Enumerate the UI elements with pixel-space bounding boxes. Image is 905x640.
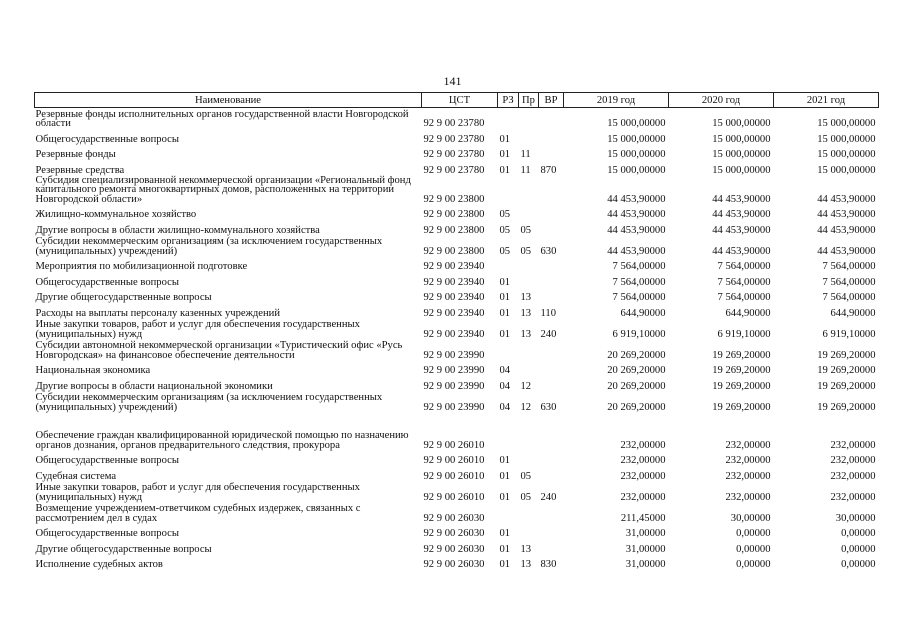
table-row [35,523,879,539]
row-value-2019: 7 564,00000 [612,261,666,272]
row-vr [539,466,564,482]
row-value-2019: 44 453,90000 [607,245,666,257]
table-row [35,339,879,360]
row-pr [519,129,539,145]
table-row [35,360,879,376]
table-row [35,318,879,339]
row-rz: 01 [499,164,511,176]
row-rz: 01 [499,543,511,555]
row-vr [539,360,564,376]
row-pr: 12 [520,380,532,392]
table-row [35,502,879,523]
row-rz: 05 [499,245,511,257]
row-value-2021: 0,00000 [841,543,876,555]
row-cst: 92 9 00 23800 [423,224,485,236]
row-cst: 92 9 00 23780 [423,164,485,176]
row-value-2021: 44 453,90000 [817,193,876,205]
row-vr [539,144,564,160]
row-value-2020: 0,00000 [736,528,771,539]
row-name: Резервные средства [35,164,125,176]
row-value-2020: 44 453,90000 [712,193,771,205]
row-value-2019: 232,00000 [620,470,666,482]
row-value-2019: 644,90000 [620,307,666,319]
row-name: Общегосударственные вопросы [35,528,179,539]
row-pr [519,360,539,376]
row-value-2020: 19 269,20000 [712,365,771,376]
row-rz [498,339,519,360]
header-pr: Пр [519,93,539,108]
row-value-2019: 31,00000 [625,559,666,570]
row-rz: 05 [499,209,511,220]
row-value-2020: 7 564,00000 [717,292,771,303]
row-pr: 13 [520,543,532,555]
row-value-2019: 44 453,90000 [607,209,666,220]
row-value-2021: 15 000,00000 [817,149,876,160]
row-value-2021: 15 000,00000 [817,164,876,176]
table-row [35,412,879,450]
header-2020: 2020 год [669,93,774,108]
table-row [35,376,879,392]
table-row [35,450,879,466]
row-name: Субсидии некоммерческим организациям (за исключением государственных (муниципальных) учреждений) [35,392,383,413]
header-vr: ВР [539,93,564,108]
row-value-2019: 232,00000 [620,455,666,466]
row-pr [519,502,539,523]
row-rz [498,502,519,523]
row-pr [519,523,539,539]
row-value-2021: 44 453,90000 [817,209,876,220]
row-vr [539,539,564,555]
row-cst: 92 9 00 26030 [423,512,485,524]
row-value-2020: 7 564,00000 [717,261,771,272]
row-value-2021: 19 269,20000 [817,401,876,413]
row-value-2020: 232,00000 [725,455,771,466]
row-value-2021: 30,00000 [835,512,876,524]
row-vr [539,220,564,236]
row-cst: 92 9 00 26030 [423,543,485,555]
row-rz: 04 [499,380,511,392]
row-value-2021: 7 564,00000 [822,292,876,303]
row-rz [498,175,519,204]
table-row [35,160,879,176]
row-value-2021: 0,00000 [841,528,876,539]
row-value-2020: 644,90000 [725,307,771,319]
page-number: 141 [443,74,462,88]
table-row [35,303,879,319]
row-cst: 92 9 00 23780 [423,133,485,145]
row-vr [539,287,564,303]
row-pr: 13 [520,307,532,319]
row-value-2019: 15 000,00000 [607,149,666,160]
row-vr: 830 [540,559,557,570]
row-vr [539,339,564,360]
row-value-2021: 7 564,00000 [822,261,876,272]
row-rz: 04 [499,401,511,413]
row-rz [498,108,519,129]
row-cst: 92 9 00 26030 [423,528,485,539]
row-value-2019: 31,00000 [625,528,666,539]
row-cst: 92 9 00 23780 [423,149,485,160]
table-row [35,220,879,236]
row-value-2019: 44 453,90000 [607,193,666,205]
row-value-2020: 6 919,10000 [717,328,771,340]
row-rz: 01 [499,528,511,539]
table-row [35,256,879,272]
row-value-2021: 44 453,90000 [817,245,876,257]
row-name: Возмещение учреждением-ответчиком судебных издержек, связанных с рассмотрением дел в судах [35,503,361,524]
row-name: Судебная система [35,470,117,482]
row-value-2019: 20 269,20000 [607,401,666,413]
row-pr [519,256,539,272]
row-name: Иные закупки товаров, работ и услуг для обеспечения государственных (муниципальных) нужд [35,319,360,340]
row-rz: 01 [499,328,511,340]
row-value-2021: 232,00000 [830,455,876,466]
row-value-2021: 0,00000 [841,559,876,570]
row-pr: 05 [520,491,532,503]
row-pr [519,412,539,450]
row-value-2020: 0,00000 [736,543,771,555]
row-name: Субсидии автономной некоммерческой организации «Туристический офис «Русь Новгородская» на финансовое обеспечение деятельности [35,340,403,361]
row-vr [539,204,564,220]
row-rz: 01 [499,455,511,466]
table-row [35,144,879,160]
row-vr [539,450,564,466]
row-value-2020: 19 269,20000 [712,401,771,413]
row-rz: 01 [499,559,511,570]
row-name: Другие общегосударственные вопросы [35,292,212,303]
row-name: Субсидия специализированной некоммерческой организации «Региональный фонд капитального ремонта многоквартирных домов, расположенных на территории Новгородской области» [35,174,411,205]
row-value-2019: 211,45000 [620,512,666,524]
row-vr [539,129,564,145]
row-value-2020: 7 564,00000 [717,276,771,288]
row-value-2021: 19 269,20000 [817,380,876,392]
row-cst: 92 9 00 23940 [423,261,485,272]
row-pr [519,108,539,129]
header-2021: 2021 год [774,93,879,108]
row-cst: 92 9 00 23940 [423,307,485,319]
table-header-row [35,93,879,108]
row-value-2019: 44 453,90000 [607,224,666,236]
table-row [35,287,879,303]
row-vr: 110 [540,307,556,319]
row-value-2019: 20 269,20000 [607,365,666,376]
row-cst: 92 9 00 23800 [423,209,485,220]
row-pr [519,339,539,360]
table-row [35,175,879,204]
row-value-2020: 232,00000 [725,439,771,451]
row-value-2020: 232,00000 [725,491,771,503]
row-pr: 05 [520,224,532,236]
row-cst: 92 9 00 26010 [423,491,485,503]
row-name: Национальная экономика [35,365,151,376]
row-cst: 92 9 00 26010 [423,439,485,451]
row-value-2021: 7 564,00000 [822,276,876,288]
row-value-2021: 232,00000 [830,470,876,482]
row-name: Мероприятия по мобилизационной подготовке [35,261,248,272]
row-value-2020: 44 453,90000 [712,224,771,236]
row-value-2019: 31,00000 [625,543,666,555]
row-value-2019: 15 000,00000 [607,118,666,129]
row-rz: 01 [499,491,511,503]
row-pr: 05 [520,470,532,482]
row-pr: 13 [520,292,532,303]
row-value-2020: 15 000,00000 [712,118,771,129]
row-rz: 01 [499,276,511,288]
row-cst: 92 9 00 23990 [423,365,485,376]
row-cst: 92 9 00 23800 [423,245,485,257]
row-vr [539,256,564,272]
row-value-2021: 15 000,00000 [817,118,876,129]
row-value-2021: 232,00000 [830,439,876,451]
row-name: Жилищно-коммунальное хозяйство [35,209,197,220]
row-rz: 01 [499,133,511,145]
row-value-2019: 20 269,20000 [607,349,666,361]
row-cst: 92 9 00 23780 [423,118,485,129]
row-rz [498,412,519,450]
table-body [35,108,879,570]
row-name: Расходы на выплаты персоналу казенных учреждений [35,307,280,319]
table-row [35,391,879,412]
row-cst: 92 9 00 23940 [423,328,485,340]
row-pr: 11 [520,164,531,176]
row-name: Другие общегосударственные вопросы [35,543,212,555]
row-vr: 240 [540,491,557,503]
table-row [35,466,879,482]
row-rz: 01 [499,307,511,319]
row-cst: 92 9 00 23800 [423,193,485,205]
row-name: Другие вопросы в области жилищно-коммунального хозяйства [35,224,320,236]
row-name: Субсидии некоммерческим организациям (за исключением государственных (муниципальных) учреждений) [35,236,383,257]
row-name: Общегосударственные вопросы [35,455,179,466]
table-row [35,204,879,220]
row-pr: 11 [520,149,531,160]
row-value-2019: 232,00000 [620,439,666,451]
table-row [35,108,879,129]
row-pr: 05 [520,245,532,257]
budget-table [34,92,879,570]
table-row [35,235,879,256]
row-value-2020: 0,00000 [736,559,771,570]
row-name: Иные закупки товаров, работ и услуг для обеспечения государственных (муниципальных) нужд [35,482,360,503]
row-vr [539,523,564,539]
row-cst: 92 9 00 26010 [423,470,485,482]
row-vr [539,502,564,523]
row-name: Резервные фонды [35,149,116,160]
row-name: Другие вопросы в области национальной экономики [35,380,273,392]
table-row [35,481,879,502]
row-cst: 92 9 00 23940 [423,276,485,288]
row-value-2019: 15 000,00000 [607,133,666,145]
row-name: Общегосударственные вопросы [35,133,179,145]
row-name: Исполнение судебных актов [35,559,163,570]
row-name: Обеспечение граждан квалифицированной юридической помощью по назначению органов дознания, органов предварительного следствия, прокурора [35,430,409,451]
row-vr: 630 [540,245,557,257]
row-value-2020: 232,00000 [725,470,771,482]
row-pr: 12 [520,401,532,413]
row-value-2020: 19 269,20000 [712,380,771,392]
row-name: Общегосударственные вопросы [35,276,179,288]
row-value-2019: 20 269,20000 [607,380,666,392]
row-value-2021: 44 453,90000 [817,224,876,236]
row-cst: 92 9 00 23990 [423,401,485,413]
row-cst: 92 9 00 23940 [423,292,485,303]
row-value-2019: 7 564,00000 [612,276,666,288]
row-value-2019: 232,00000 [620,491,666,503]
header-2019: 2019 год [564,93,669,108]
row-vr [539,376,564,392]
table-row [35,129,879,145]
header-cst: ЦСТ [422,93,498,108]
row-vr [539,272,564,288]
row-rz: 05 [499,224,511,236]
row-cst: 92 9 00 26010 [423,455,485,466]
row-value-2020: 15 000,00000 [712,133,771,145]
row-value-2019: 15 000,00000 [607,164,666,176]
row-pr [519,272,539,288]
row-rz [498,256,519,272]
table-row [35,539,879,555]
row-value-2019: 6 919,10000 [612,328,666,340]
row-value-2020: 44 453,90000 [712,245,771,257]
row-vr [539,412,564,450]
row-pr: 13 [520,559,532,570]
row-vr: 240 [540,328,557,340]
row-value-2021: 644,90000 [830,307,876,319]
row-value-2021: 19 269,20000 [817,349,876,361]
table-row [35,554,879,570]
row-pr [519,450,539,466]
row-cst: 92 9 00 23990 [423,380,485,392]
row-rz: 01 [499,470,511,482]
row-value-2020: 15 000,00000 [712,149,771,160]
row-rz: 04 [499,365,511,376]
row-value-2021: 19 269,20000 [817,365,876,376]
row-value-2021: 6 919,10000 [822,328,876,340]
row-rz: 01 [499,292,511,303]
row-vr: 630 [540,401,557,413]
header-name: Наименование [35,93,422,108]
row-name: Резервные фонды исполнительных органов государственной власти Новгородской области [35,108,409,129]
header-rz: РЗ [498,93,519,108]
row-cst: 92 9 00 23990 [423,349,485,361]
row-vr [539,175,564,204]
row-cst: 92 9 00 26030 [423,559,485,570]
row-value-2020: 15 000,00000 [712,164,771,176]
row-pr [519,204,539,220]
row-pr [519,175,539,204]
table-row [35,272,879,288]
row-value-2021: 15 000,00000 [817,133,876,145]
row-value-2020: 44 453,90000 [712,209,771,220]
row-value-2020: 30,00000 [730,512,771,524]
row-value-2021: 232,00000 [830,491,876,503]
row-rz: 01 [499,149,511,160]
row-pr: 13 [520,328,532,340]
row-value-2019: 7 564,00000 [612,292,666,303]
row-vr: 870 [540,164,557,176]
row-vr [539,108,564,129]
row-value-2020: 19 269,20000 [712,349,771,361]
